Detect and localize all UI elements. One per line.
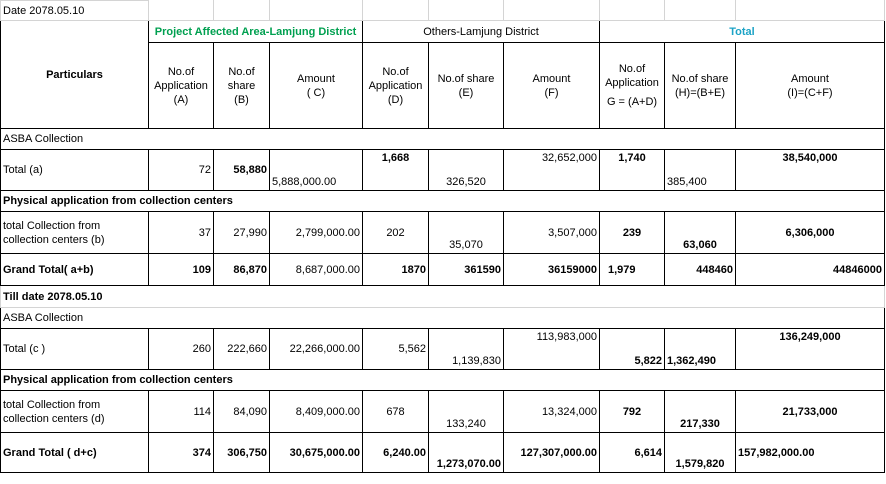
cell-a: 109 <box>149 254 214 286</box>
cell-c: 8,687,000.00 <box>270 254 363 286</box>
row-label: Grand Total ( d+c) <box>1 433 149 473</box>
cell-c: 30,675,000.00 <box>270 433 363 473</box>
cell-f: 3,507,000 <box>504 212 600 254</box>
cell-d: 678 <box>363 391 429 433</box>
col-g-header: No.of Application G = (A+D) <box>600 43 665 129</box>
section-row <box>1 129 885 150</box>
project-affected-header: Project Affected Area-Lamjung District <box>149 21 363 43</box>
cell-h: 448460 <box>665 254 736 286</box>
section-physical-2: Physical application from collection centers <box>1 370 885 391</box>
cell-d: 6,240.00 <box>363 433 429 473</box>
cell-i: 136,249,000 <box>736 329 885 370</box>
section-till-date: Till date 2078.05.10 <box>1 286 885 308</box>
col-i-header: Amount (I)=(C+F) <box>736 43 885 129</box>
cell-e: 326,520 <box>429 150 504 191</box>
cell-e: 1,139,830 <box>429 329 504 370</box>
col-e-header: No.of share (E) <box>429 43 504 129</box>
row-label: total Collection from collection centers (b) <box>1 212 149 254</box>
section-physical-1: Physical application from collection centers <box>1 191 885 212</box>
col-d-header: No.of Application (D) <box>363 43 429 129</box>
cell-h: 1,579,820 <box>665 433 736 473</box>
cell-b: 58,880 <box>214 150 270 191</box>
section-row <box>1 370 885 391</box>
cell-g: 1,740 <box>600 150 665 191</box>
cell-i: 38,540,000 <box>736 150 885 191</box>
cell-h: 385,400 <box>665 150 736 191</box>
section-row <box>1 286 885 308</box>
total-header: Total <box>600 21 885 43</box>
section-asba-1: ASBA Collection <box>1 129 885 150</box>
table-row <box>1 433 885 473</box>
particulars-header: Particulars <box>1 21 149 129</box>
cell-e: 35,070 <box>429 212 504 254</box>
cell-e: 361590 <box>429 254 504 286</box>
cell-b: 306,750 <box>214 433 270 473</box>
table-row <box>1 150 885 191</box>
cell-a: 260 <box>149 329 214 370</box>
cell-c: 8,409,000.00 <box>270 391 363 433</box>
date-row <box>1 1 885 21</box>
table-row <box>1 391 885 433</box>
cell-h: 217,330 <box>665 391 736 433</box>
cell-f: 13,324,000 <box>504 391 600 433</box>
table-row <box>1 329 885 370</box>
cell-d: 1870 <box>363 254 429 286</box>
date-label: Date 2078.05.10 <box>1 1 149 21</box>
col-c-header: Amount ( C) <box>270 43 363 129</box>
table-row <box>1 212 885 254</box>
row-label: total Collection from collection centers (d) <box>1 391 149 433</box>
cell-g: 1,979 <box>600 254 665 286</box>
cell-i: 6,306,000 <box>736 212 885 254</box>
cell-c: 2,799,000.00 <box>270 212 363 254</box>
row-label: Total (c ) <box>1 329 149 370</box>
cell-a: 114 <box>149 391 214 433</box>
cell-f: 113,983,000 <box>504 329 600 370</box>
cell-c: 5,888,000.00 <box>270 150 363 191</box>
cell-g: 792 <box>600 391 665 433</box>
cell-d: 1,668 <box>363 150 429 191</box>
cell-c: 22,266,000.00 <box>270 329 363 370</box>
cell-d: 5,562 <box>363 329 429 370</box>
table-row <box>1 254 885 286</box>
cell-f: 32,652,000 <box>504 150 600 191</box>
cell-g: 239 <box>600 212 665 254</box>
others-header: Others-Lamjung District <box>363 21 600 43</box>
section-row <box>1 191 885 212</box>
cell-i: 157,982,000.00 <box>736 433 885 473</box>
cell-a: 37 <box>149 212 214 254</box>
cell-b: 86,870 <box>214 254 270 286</box>
cell-h: 1,362,490 <box>665 329 736 370</box>
cell-a: 374 <box>149 433 214 473</box>
col-a-header: No.of Application (A) <box>149 43 214 129</box>
group-header-row <box>1 21 885 43</box>
section-row <box>1 308 885 329</box>
cell-e: 1,273,070.00 <box>429 433 504 473</box>
row-label: Total (a) <box>1 150 149 191</box>
col-b-header: No.of share (B) <box>214 43 270 129</box>
col-f-header: Amount (F) <box>504 43 600 129</box>
cell-g: 5,822 <box>600 329 665 370</box>
cell-b: 84,090 <box>214 391 270 433</box>
cell-e: 133,240 <box>429 391 504 433</box>
cell-f: 127,307,000.00 <box>504 433 600 473</box>
cell-b: 222,660 <box>214 329 270 370</box>
cell-i: 21,733,000 <box>736 391 885 433</box>
cell-i: 44846000 <box>736 254 885 286</box>
cell-h: 63,060 <box>665 212 736 254</box>
cell-f: 36159000 <box>504 254 600 286</box>
section-asba-2: ASBA Collection <box>1 308 885 329</box>
cell-b: 27,990 <box>214 212 270 254</box>
cell-g: 6,614 <box>600 433 665 473</box>
cell-d: 202 <box>363 212 429 254</box>
col-h-header: No.of share (H)=(B+E) <box>665 43 736 129</box>
cell-a: 72 <box>149 150 214 191</box>
row-label: Grand Total( a+b) <box>1 254 149 286</box>
